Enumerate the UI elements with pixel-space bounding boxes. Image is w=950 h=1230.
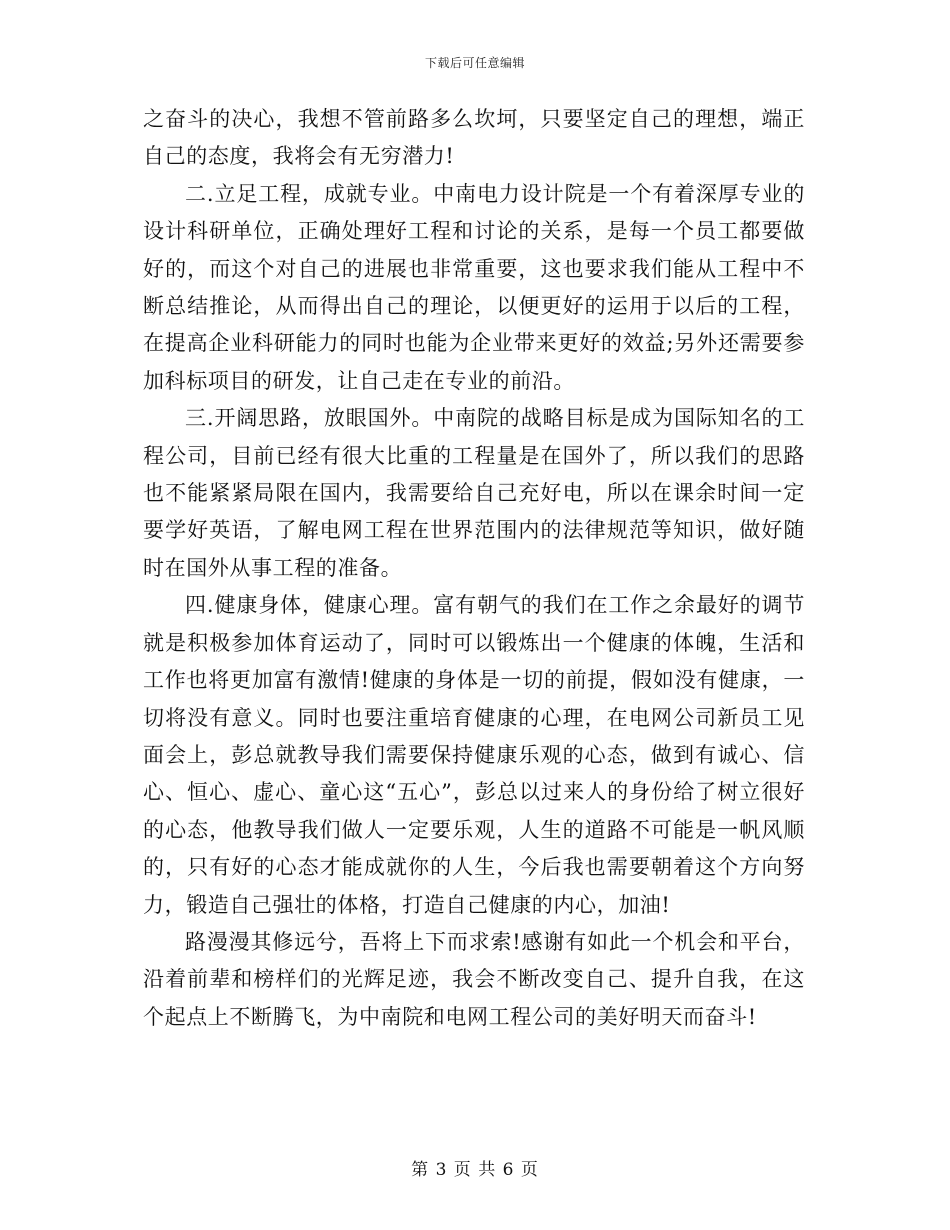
page-header: 下载后可任意编辑 [424,56,525,70]
paragraph-1: 之奋斗的决心，我想不管前路多么坎坷，只要坚定自己的理想，端正自己的态度，我将会有无穷潜力! [143,107,805,169]
paragraph-2: 二.立足工程，成就专业。中南电力设计院是一个有着深厚专业的设计科研单位，正确处理好工程和讨论的关系，是每一个员工都要做好的，而这个对自己的进展也非常重要，这也要求我们能从工程中不断总结推论，从而得出自己的理论，以便更好的运用于以后的工程，在提高企业科研能力的同时也能为企业带来更好的效益;另外还需要参加科标项目的研发，让自己走在专业的前沿。 [143,181,805,393]
page-number-footer: 第 3 页 共 6 页 [411,1160,539,1180]
document-body [143,101,805,1036]
paragraph-5: 路漫漫其修远兮，吾将上下而求索!感谢有如此一个机会和平台，沿着前辈和榜样们的光辉足迹，我会不断改变自己、提升自我，在这个起点上不断腾飞，为中南院和电网工程公司的美好明天而奋斗! [143,929,805,1029]
paragraph-4: 四.健康身体，健康心理。富有朝气的我们在工作之余最好的调节就是积极参加体育运动了，同时可以锻炼出一个健康的体魄，生活和工作也将更加富有激情!健康的身体是一切的前提，假如没有健康，一切将没有意义。同时也要注重培育健康的心理，在电网公司新员工见面会上，彭总就教导我们需要保持健康乐观的心态，做到有诚心、信心、恒心、虚心、童心这“五心”，彭总以过来人的身份给了树立很好的心态，他教导我们做人一定要乐观，人生的道路不可能是一帆风顺的，只有好的心态才能成就你的人生，今后我也需要朝着这个方向努力，锻造自己强壮的体格，打造自己健康的内心，加油! [143,593,805,917]
paragraph-3: 三.开阔思路，放眼国外。中南院的战略目标是成为国际知名的工程公司，目前已经有很大比重的工程量是在国外了，所以我们的思路也不能紧紧局限在国内，我需要给自己充好电，所以在课余时间一定要学好英语，了解电网工程在世界范围内的法律规范等知识，做好随时在国外从事工程的准备。 [143,406,805,580]
